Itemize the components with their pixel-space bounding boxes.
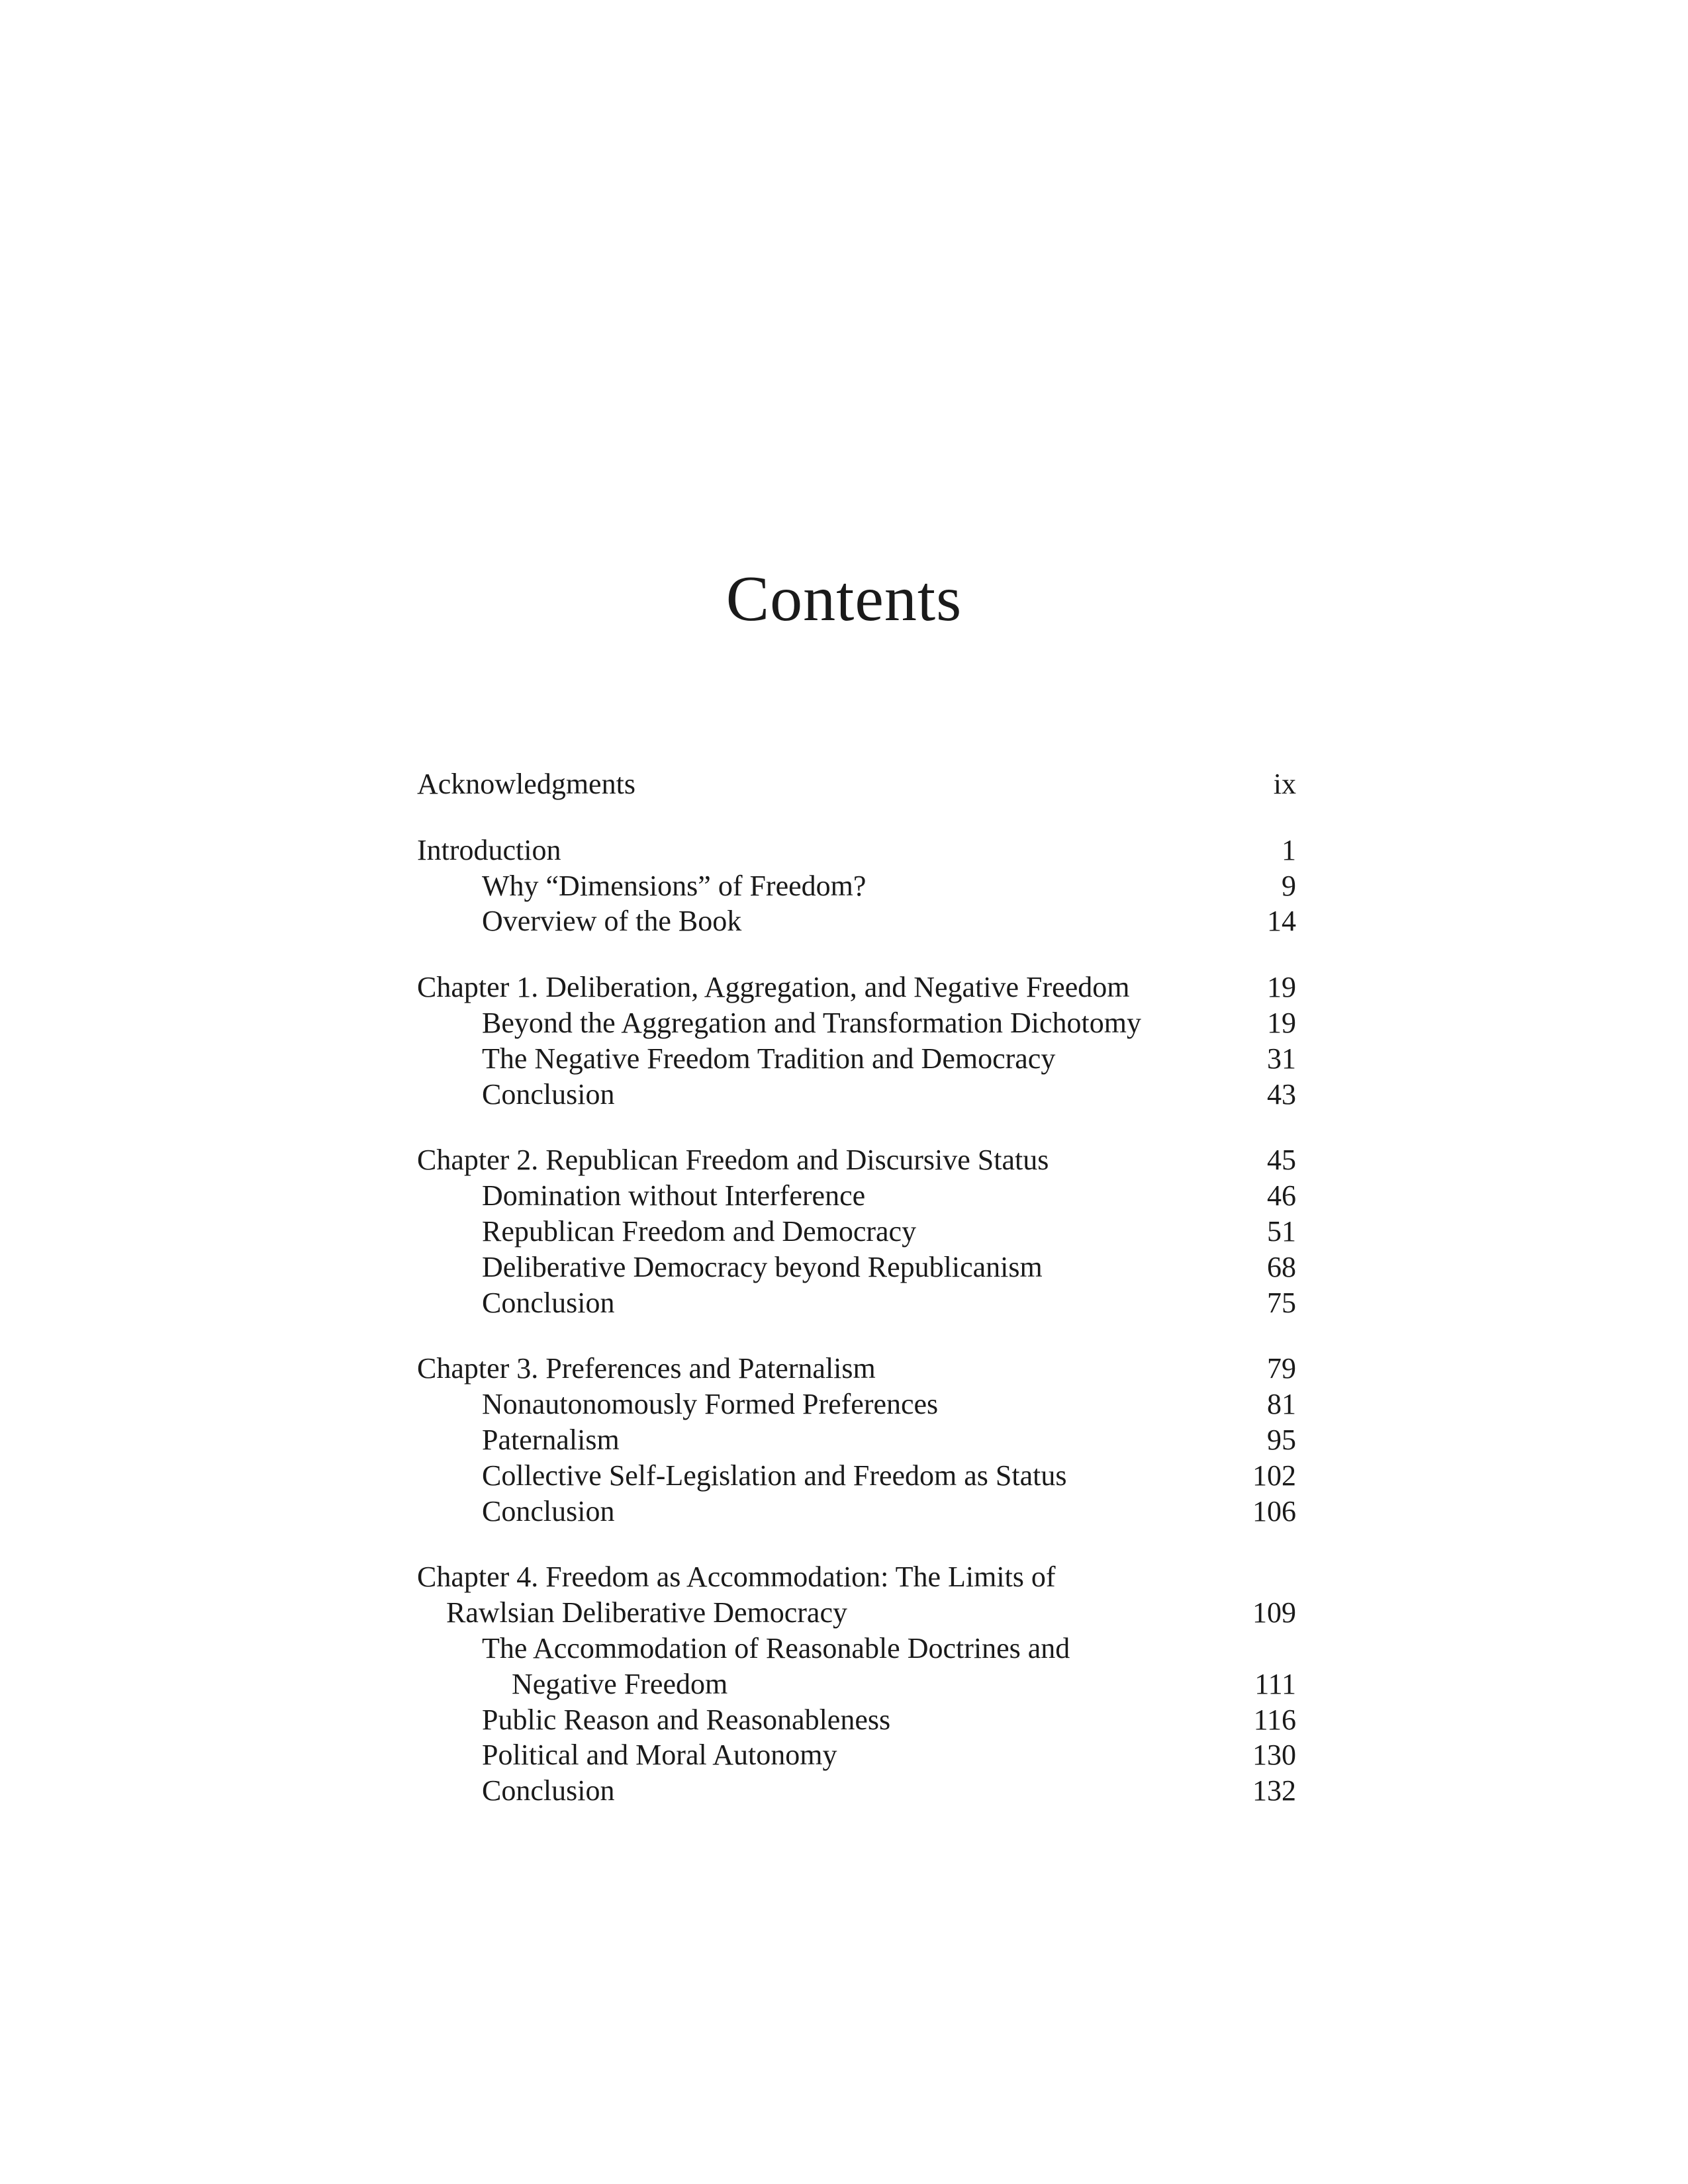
toc-entry-page-number: 75 [1267,1286,1296,1319]
toc-entry-label: Public Reason and Reasonableness [482,1703,891,1736]
toc-group [417,1559,1296,1809]
toc-entry-label: Paternalism [482,1423,620,1456]
toc-group [417,1351,1296,1529]
toc-entry-label: Conclusion [482,1286,615,1319]
toc-entry-label: The Accommodation of Reasonable Doctrines and [482,1631,1070,1664]
toc-entry-page-number: ix [1273,768,1296,800]
toc-entry-page-number: 46 [1267,1179,1296,1212]
toc-entry-page-number: 19 [1267,1006,1296,1039]
toc-entry [417,1666,1296,1702]
toc-entry-page-number: 19 [1267,971,1296,1004]
toc-entry-page-number: 102 [1252,1459,1296,1492]
toc-entry [417,1214,1296,1250]
toc-entry-page-number: 68 [1267,1250,1296,1283]
toc-entry [417,868,1296,904]
toc-entry [417,1494,1296,1529]
toc-entry-label: Conclusion [482,1494,615,1527]
toc-entry-page-number: 31 [1267,1042,1296,1075]
toc-entry-label: Beyond the Aggregation and Transformation Dichotomy [482,1006,1141,1039]
toc-entry [417,1422,1296,1458]
toc-entry-heading [417,1351,1296,1387]
toc-entry-label: Deliberative Democracy beyond Republicanism [482,1250,1043,1283]
toc-entry-label: Conclusion [482,1077,615,1111]
toc-entry-page-number: 116 [1253,1703,1296,1736]
toc-group [417,766,1296,802]
toc-entry-page-number: 106 [1252,1494,1296,1527]
toc-entry [417,1250,1296,1285]
toc-entry-label: Chapter 2. Republican Freedom and Discursive Status [417,1144,1049,1177]
toc-entry-label: Chapter 3. Preferences and Paternalism [417,1352,876,1385]
toc-entry-page-number: 45 [1267,1144,1296,1177]
toc-entry [417,903,1296,939]
toc-entry-page-number: 111 [1254,1667,1296,1700]
toc-entry [417,1041,1296,1077]
toc-group [417,970,1296,1112]
toc-entry-page-number: 9 [1282,869,1296,902]
toc-entry-page-number: 132 [1252,1774,1296,1807]
toc-group [417,833,1296,939]
toc-entry [417,1077,1296,1113]
toc-entry-label: Republican Freedom and Democracy [482,1214,917,1248]
toc-entry-heading [417,766,1296,802]
toc-entry-label: Nonautonomously Formed Preferences [482,1388,939,1421]
toc-group [417,1142,1296,1320]
toc-entry-label: Domination without Interference [482,1179,866,1212]
table-of-contents [417,766,1296,1839]
toc-entry-page-number: 95 [1267,1423,1296,1456]
toc-entry [417,1178,1296,1214]
toc-entry-heading [417,833,1296,868]
toc-entry-label: Why “Dimensions” of Freedom? [482,869,867,902]
toc-entry-label: Acknowledgments [417,768,635,800]
toc-entry [417,1285,1296,1321]
toc-entry [417,1387,1296,1422]
toc-entry [417,1631,1296,1666]
toc-entry-page-number: 51 [1267,1214,1296,1248]
toc-entry-page-number: 43 [1267,1077,1296,1111]
toc-entry [417,1702,1296,1738]
toc-entry [417,1737,1296,1773]
toc-entry-label: Political and Moral Autonomy [482,1739,837,1772]
toc-entry-label: Chapter 4. Freedom as Accommodation: The Limits of [417,1561,1056,1594]
toc-entry-label: Overview of the Book [482,905,742,938]
toc-entry-page-number: 79 [1267,1352,1296,1385]
toc-entry [417,1458,1296,1494]
toc-entry-label: Introduction [417,833,561,866]
toc-entry-label: The Negative Freedom Tradition and Democracy [482,1042,1056,1075]
toc-entry-label: Negative Freedom [512,1667,728,1700]
page-title: Contents [726,563,962,635]
toc-entry-heading [417,970,1296,1005]
toc-entry [417,1595,1296,1631]
toc-entry-page-number: 81 [1267,1388,1296,1421]
toc-entry-label: Chapter 1. Deliberation, Aggregation, and Negative Freedom [417,971,1130,1004]
toc-entry-label: Collective Self-Legislation and Freedom as Status [482,1459,1067,1492]
toc-entry-page-number: 109 [1252,1596,1296,1629]
toc-entry-page-number: 130 [1252,1739,1296,1772]
toc-entry [417,1773,1296,1809]
toc-entry-label: Rawlsian Deliberative Democracy [446,1596,847,1629]
toc-entry-label: Conclusion [482,1774,615,1807]
toc-entry-page-number: 1 [1282,833,1296,866]
toc-entry-heading [417,1142,1296,1178]
toc-entry-heading [417,1559,1296,1595]
toc-entry [417,1005,1296,1041]
toc-entry-page-number: 14 [1267,905,1296,938]
